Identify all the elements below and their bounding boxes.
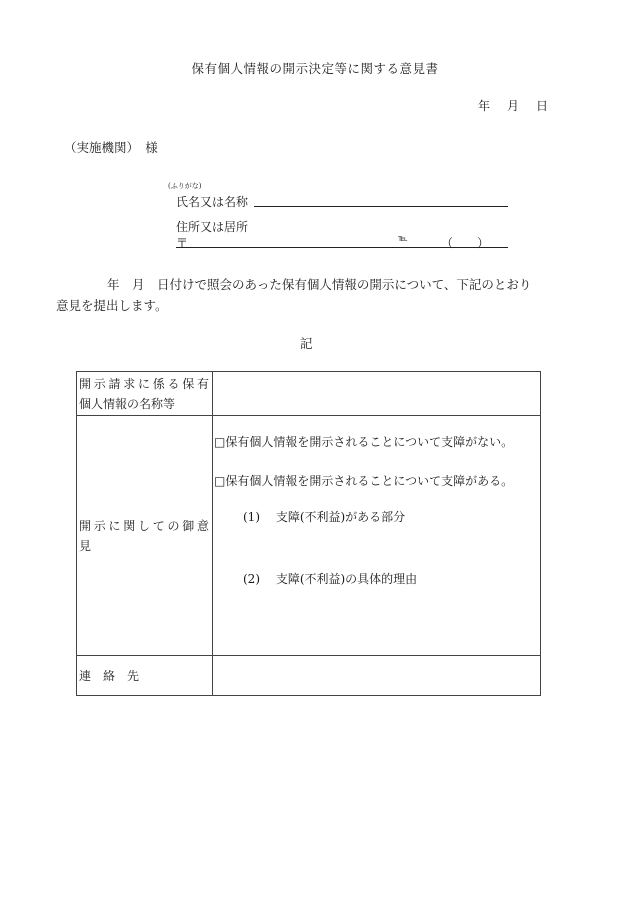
body-paragraph-line2: 意見を提出します。 <box>56 298 168 313</box>
addressee: （実施機関） 様 <box>64 140 158 155</box>
issue-part-item: (1) 支障(不利益)がある部分 <box>243 510 406 524</box>
date-month: 月 <box>507 99 520 113</box>
name-underline[interactable] <box>254 206 508 207</box>
contact-label: 連 絡 先 <box>77 656 213 696</box>
postal-mark: 〒 <box>176 236 189 250</box>
no-issue-checkbox[interactable]: □保有個人情報を開示されることについて支障がない。 <box>214 435 514 449</box>
ki-heading: 記 <box>300 336 313 351</box>
date-field <box>478 97 548 114</box>
opinion-label <box>77 416 213 656</box>
info-name-cell[interactable] <box>213 372 541 416</box>
info-name-label-line1: 開示請求に係る保有 <box>79 376 209 391</box>
contact-cell[interactable] <box>213 656 541 696</box>
table-row <box>77 372 541 416</box>
opinion-form-table <box>76 371 541 696</box>
issue-checkbox[interactable]: □保有個人情報を開示されることについて支障がある。 <box>214 474 514 488</box>
document-title: 保有個人情報の開示決定等に関する意見書 <box>191 61 439 76</box>
date-year: 年 <box>478 99 491 113</box>
opinion-label-line1: 開示に関しての御意 <box>79 518 209 533</box>
issue-reason-item: (2) 支障(不利益)の具体的理由 <box>243 572 418 586</box>
tel-icon: ℡ <box>398 234 408 244</box>
tel-parens: （ ） <box>441 236 490 250</box>
table-row <box>77 656 541 696</box>
info-name-label-line2: 個人情報の名称等 <box>79 396 176 411</box>
address-label: 住所又は居所 <box>176 220 249 234</box>
address-underline[interactable] <box>176 247 508 248</box>
name-label: 氏名又は名称 <box>176 195 249 209</box>
table-row <box>77 416 541 656</box>
date-day: 日 <box>536 99 549 113</box>
info-name-label <box>77 372 213 416</box>
furigana-label: (ふりがな) <box>168 182 202 190</box>
body-paragraph-line1: 年 月 日付けで照会のあった保有個人情報の開示について、下記のとおり <box>107 277 532 292</box>
opinion-cell <box>213 416 541 656</box>
opinion-label-line2: 見 <box>79 538 92 553</box>
